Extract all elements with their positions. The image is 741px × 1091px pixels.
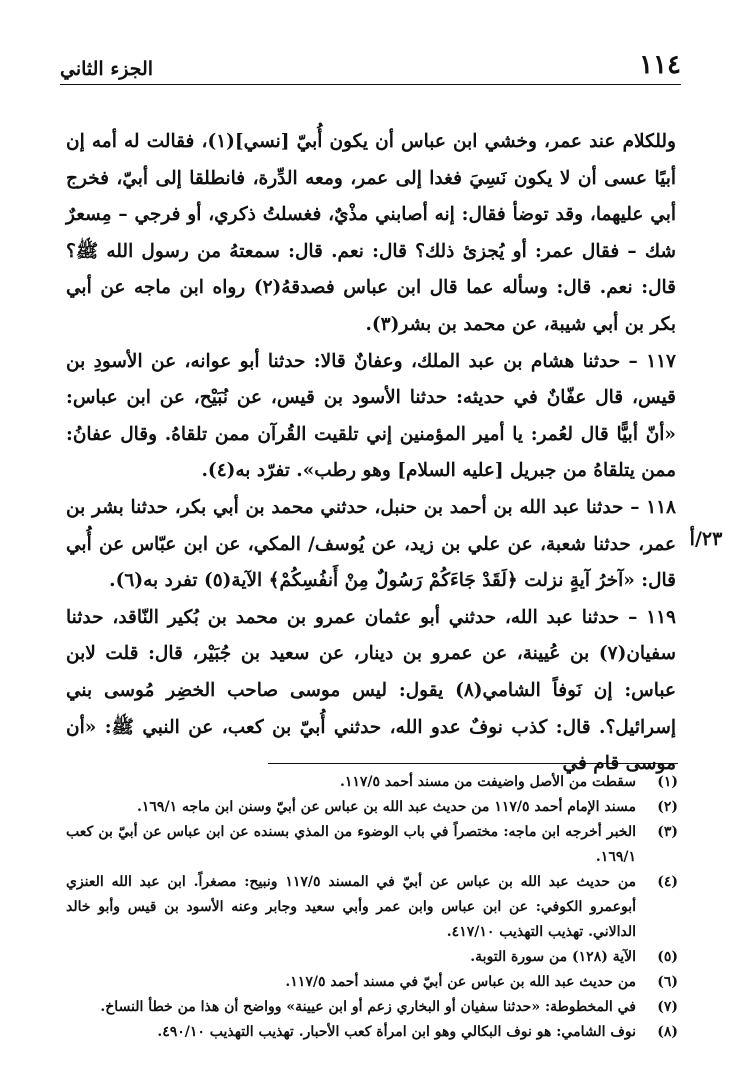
footnote-text: في المخطوطة: «حدثنا سفيان أو البخاري زعم أو ابن عيينة» وواضح أن هذا من خطأ النساخ.	[100, 999, 636, 1015]
footnote-number: (٢)	[657, 799, 678, 815]
footnote	[66, 945, 678, 970]
footnote	[66, 770, 678, 795]
footnote-number: (٧)	[657, 999, 678, 1015]
footnote	[66, 795, 678, 820]
footnote-divider	[268, 763, 678, 764]
page-number: ١١٤	[639, 50, 681, 80]
footnote-number: (١)	[657, 774, 678, 790]
manuscript-folio-marker: ٢٣/أ	[689, 528, 723, 550]
footnote-number: (٥)	[657, 949, 678, 965]
footnote-text: مسند الإمام أحمد ١١٧/٥ من حديث عبد الله بن عباس عن أبيّ وسنن ابن ماجه ١٦٩/١.	[137, 799, 636, 815]
footnote-number: (٣)	[657, 824, 678, 840]
part-title: الجزء الثاني	[60, 58, 154, 80]
header-divider	[60, 84, 681, 85]
footnote-number: (٦)	[657, 974, 678, 990]
hadith-117: ١١٧ – حدثنا هشام بن عبد الملك، وعفانٌ قالا: حدثنا أبو عوانه، عن الأسودِ بن قيس، قال عفّانٌ في حديثه: حدثنا الأسود بن قيس، عن نُبَيْح، عن ابن عباس: «أنّ أبيًّا قال لعُمر: يا أمير المؤمنين إني تلقيت القُرآن ممن تلقاهُ. وقال عفانُ: ممن يتلقاهُ من جبريل [عليه السلام] وهو رطب». تفرّد به(٤).	[66, 350, 676, 482]
footnotes	[66, 770, 678, 1045]
footnote-number: (٨)	[657, 1024, 678, 1040]
paragraph-continuation: وللكلام عند عمر، وخشي ابن عباس أن يكون أُبيّ [نسي](١)، فقالت له أمه إن أبيًا عسى أن لا يكون نَسِيَ فغدا إلى عمر، ومعه الدِّرة، فانطلقا إلى أبيّ، فخرج أبي عليهما، وقد توضأ فقال: إنه أصابني مذْيٌ، فغسلتُ ذكري، أو فرجي – مِسعرٌ شك – فقال عمر: أو يُجزئ ذلك؟ قال: نعم. قال: سمعتهُ من رسول الله ﷺ؟ قال: نعم. قال: وسأله عما قال ابن عباس فصدقهُ(٢) رواه ابن ماجه عن أبي بكر بن أبي شيبة، عن محمد بن بشر(٣).	[66, 131, 676, 335]
footnote-text: من حديث عبد الله بن عباس عن أبيّ في مسند أحمد ١١٧/٥.	[285, 974, 636, 990]
footnote-text: سقطت من الأصل واضيفت من مسند أحمد ١١٧/٥.	[339, 774, 636, 790]
footnote-text: من حديث عبد الله بن عباس عن أبيّ في المسند ١١٧/٥ ونبيح: مصغراً. ابن عبد الله العنزي أبوعمرو الكوفي: عن ابن عباس وابن عمر وأبي سعيد وجابر وعنه الأسود بن قيس وأبو خالد الدالاني. تهذيب التهذيب ٤١٧/١٠.	[66, 874, 636, 940]
footnote	[66, 970, 678, 995]
footnote	[66, 1020, 678, 1045]
main-text	[66, 124, 676, 783]
footnote-text: نوف الشامي: هو نوف البكالي وهو ابن امرأة كعب الأحبار. تهذيب التهذيب ٤٩٠/١٠.	[157, 1024, 636, 1040]
footnote-text: الخبر أخرجه ابن ماجه: مختصراً في باب الوضوء من المذي بسنده عن ابن عباس عن أبيّ بن كعب ١٦٩/١.	[66, 824, 636, 865]
hadith-119: ١١٩ – حدثنا عبد الله، حدثني أبو عثمان عمرو بن محمد بن بُكير النّاقد، حدثنا سفيان(٧) بن عُيينة، عن عمرو بن دينار، عن سعيد بن جُبَيْر، قال: قلت لابن عباس: إن نَوفاً الشامي(٨) يقول: ليس موسى صاحب الخضِر مُوسى بني إسرائيل؟. قال: كذب نوفٌ عدو الله، حدثني أُبيّ بن كعب، عن النبي ﷺ: «أن موسى قام في	[66, 606, 676, 775]
footnote-text: الآية (١٢٨) من سورة التوبة.	[470, 949, 636, 965]
page-header	[60, 48, 681, 80]
footnote	[66, 820, 678, 870]
footnote	[66, 995, 678, 1020]
footnote	[66, 870, 678, 945]
footnote-number: (٤)	[657, 874, 678, 890]
hadith-118: ١١٨ – حدثنا عبد الله بن أحمد بن حنبل، حدثني محمد بن أبي بكر، حدثنا بشر بن عمر، حدثنا شعبة، عن علي بن زيد، عن يُوسف/ المكي، عن ابن عبّاس عن أُبي قال: «آخرُ آيةٍ نزلت ﴿لَقَدْ جَاءَكُمْ رَسُولٌ مِنْ أَنفُسِكُمْ﴾ الآية(٥) تفرد به(٦).	[66, 496, 676, 592]
